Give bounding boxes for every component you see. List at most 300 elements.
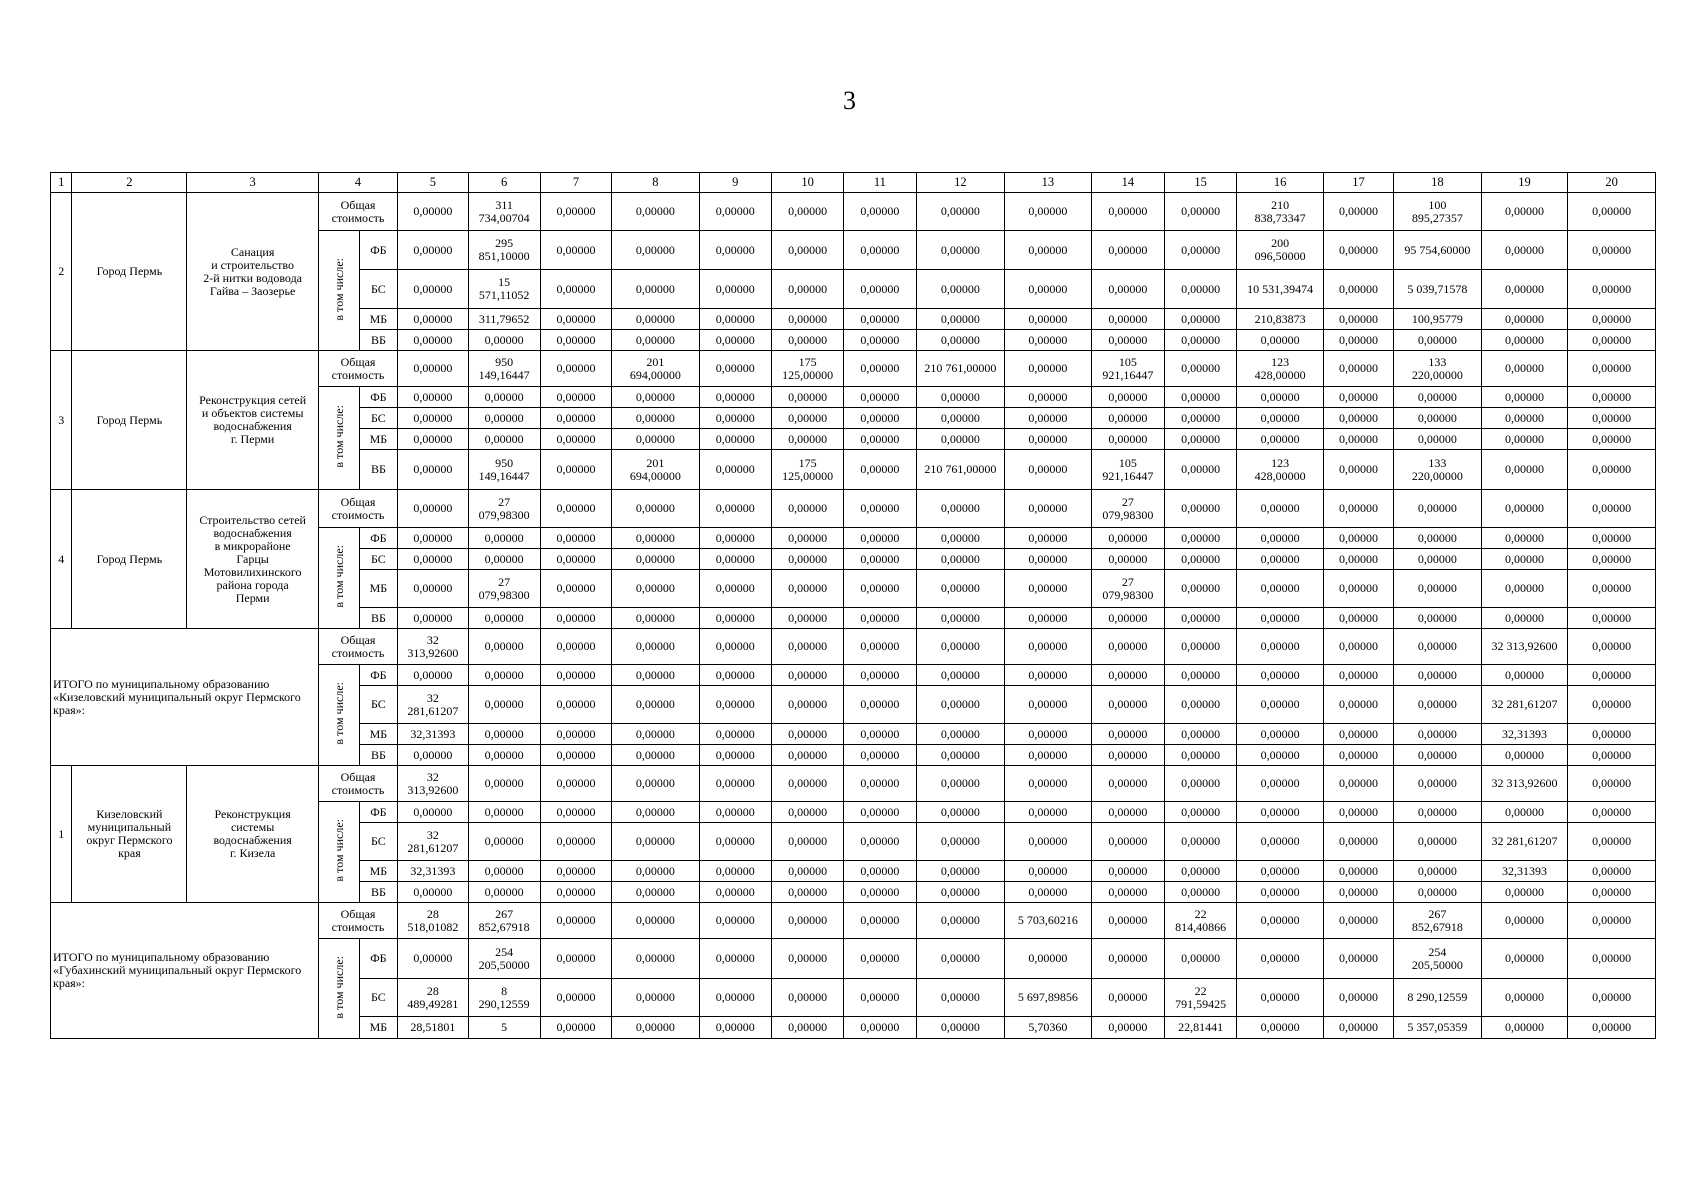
value-cell: 200 096,50000 xyxy=(1237,231,1324,270)
budget-source: ВБ xyxy=(359,745,398,766)
value-cell: 0,00000 xyxy=(398,450,468,490)
value-cell: 0,00000 xyxy=(1568,903,1656,939)
value-cell: 0,00000 xyxy=(1481,979,1568,1017)
value-cell: 0,00000 xyxy=(612,979,700,1017)
value-cell: 22 791,59425 xyxy=(1165,979,1237,1017)
value-cell: 0,00000 xyxy=(1323,270,1393,309)
value-cell: 0,00000 xyxy=(540,193,611,231)
value-cell: 0,00000 xyxy=(540,309,611,330)
value-cell: 0,00000 xyxy=(771,193,843,231)
value-cell: 0,00000 xyxy=(844,745,916,766)
value-cell: 0,00000 xyxy=(1568,745,1656,766)
row-number: 2 xyxy=(51,193,72,351)
value-cell: 32 313,92600 xyxy=(398,629,468,665)
value-cell: 0,00000 xyxy=(1394,570,1482,608)
value-cell: 0,00000 xyxy=(1481,387,1568,408)
value-cell: 0,00000 xyxy=(916,408,1005,429)
value-cell: 0,00000 xyxy=(1481,570,1568,608)
value-cell: 0,00000 xyxy=(844,408,916,429)
value-cell: 0,00000 xyxy=(540,549,611,570)
value-cell: 0,00000 xyxy=(1394,665,1482,686)
value-cell: 95 754,60000 xyxy=(1394,231,1482,270)
value-cell: 0,00000 xyxy=(1323,193,1393,231)
value-cell: 0,00000 xyxy=(1568,528,1656,549)
object-name: Строительство сетей водоснабжения в микрорайоне Гарцы Мотовилихинского района города Перми xyxy=(187,490,318,629)
value-cell: 0,00000 xyxy=(1165,309,1237,330)
column-number: 12 xyxy=(916,173,1005,193)
value-cell: 0,00000 xyxy=(540,387,611,408)
budget-source: МБ xyxy=(359,309,398,330)
value-cell: 0,00000 xyxy=(916,528,1005,549)
value-cell: 0,00000 xyxy=(468,882,540,903)
value-cell: 0,00000 xyxy=(1165,629,1237,665)
including-label xyxy=(318,528,359,629)
value-cell: 0,00000 xyxy=(398,549,468,570)
value-cell: 0,00000 xyxy=(1165,939,1237,979)
value-cell: 0,00000 xyxy=(398,408,468,429)
value-cell: 0,00000 xyxy=(1165,193,1237,231)
value-cell: 0,00000 xyxy=(1091,861,1164,882)
value-cell: 0,00000 xyxy=(1481,608,1568,629)
value-cell: 0,00000 xyxy=(540,490,611,528)
value-cell: 0,00000 xyxy=(699,570,771,608)
value-cell: 0,00000 xyxy=(398,528,468,549)
object-name: Реконструкция системы водоснабжения г. Кизела xyxy=(187,766,318,903)
value-cell: 0,00000 xyxy=(1165,387,1237,408)
value-cell: 0,00000 xyxy=(398,570,468,608)
value-cell: 32,31393 xyxy=(398,724,468,745)
column-number: 17 xyxy=(1323,173,1393,193)
value-cell: 0,00000 xyxy=(1568,570,1656,608)
value-cell: 0,00000 xyxy=(468,330,540,351)
municipality-name: Город Пермь xyxy=(72,490,187,629)
value-cell: 0,00000 xyxy=(1005,408,1092,429)
value-cell: 0,00000 xyxy=(699,745,771,766)
value-cell: 0,00000 xyxy=(1394,629,1482,665)
value-cell: 0,00000 xyxy=(1005,193,1092,231)
value-cell: 0,00000 xyxy=(1237,490,1324,528)
value-cell: 0,00000 xyxy=(612,724,700,745)
value-cell: 0,00000 xyxy=(1394,528,1482,549)
column-number: 15 xyxy=(1165,173,1237,193)
value-cell: 0,00000 xyxy=(540,330,611,351)
value-cell: 0,00000 xyxy=(844,330,916,351)
value-cell: 0,00000 xyxy=(468,549,540,570)
value-cell: 0,00000 xyxy=(1323,528,1393,549)
value-cell: 0,00000 xyxy=(1323,450,1393,490)
value-cell: 0,00000 xyxy=(771,979,843,1017)
value-cell: 0,00000 xyxy=(540,903,611,939)
value-cell: 0,00000 xyxy=(1005,882,1092,903)
value-cell: 0,00000 xyxy=(1568,270,1656,309)
value-cell: 0,00000 xyxy=(1394,490,1482,528)
municipality-name: Город Пермь xyxy=(72,351,187,490)
value-cell: 22 814,40866 xyxy=(1165,903,1237,939)
value-cell: 27 079,98300 xyxy=(468,570,540,608)
value-cell: 0,00000 xyxy=(1237,387,1324,408)
including-text: в том числе: xyxy=(331,545,346,608)
value-cell: 0,00000 xyxy=(1165,231,1237,270)
value-cell: 0,00000 xyxy=(1165,766,1237,802)
value-cell: 5 703,60216 xyxy=(1005,903,1092,939)
value-cell: 0,00000 xyxy=(1165,724,1237,745)
value-cell: 0,00000 xyxy=(612,745,700,766)
column-number: 7 xyxy=(540,173,611,193)
value-cell: 0,00000 xyxy=(844,270,916,309)
value-cell: 0,00000 xyxy=(1323,408,1393,429)
value-cell: 0,00000 xyxy=(1394,549,1482,570)
budget-source: ФБ xyxy=(359,802,398,823)
value-cell: 0,00000 xyxy=(844,528,916,549)
value-cell: 0,00000 xyxy=(1005,549,1092,570)
value-cell: 0,00000 xyxy=(916,861,1005,882)
value-cell: 0,00000 xyxy=(398,939,468,979)
value-cell: 0,00000 xyxy=(1568,193,1656,231)
value-cell: 0,00000 xyxy=(1165,490,1237,528)
value-cell: 0,00000 xyxy=(1091,802,1164,823)
value-cell: 15 571,11052 xyxy=(468,270,540,309)
value-cell: 0,00000 xyxy=(699,861,771,882)
value-cell: 0,00000 xyxy=(1323,745,1393,766)
value-cell: 0,00000 xyxy=(468,665,540,686)
value-cell: 0,00000 xyxy=(1091,549,1164,570)
value-cell: 27 079,98300 xyxy=(1091,570,1164,608)
value-cell: 0,00000 xyxy=(1394,766,1482,802)
including-text: в том числе: xyxy=(331,405,346,468)
value-cell: 0,00000 xyxy=(771,745,843,766)
column-number: 8 xyxy=(612,173,700,193)
value-cell: 105 921,16447 xyxy=(1091,450,1164,490)
value-cell: 0,00000 xyxy=(1005,309,1092,330)
value-cell: 0,00000 xyxy=(398,490,468,528)
value-cell: 0,00000 xyxy=(1394,330,1482,351)
value-cell: 0,00000 xyxy=(1237,979,1324,1017)
value-cell: 0,00000 xyxy=(844,429,916,450)
value-cell: 0,00000 xyxy=(1237,330,1324,351)
value-cell: 0,00000 xyxy=(1481,1017,1568,1039)
budget-source: ФБ xyxy=(359,387,398,408)
value-cell: 0,00000 xyxy=(1237,528,1324,549)
value-cell: 0,00000 xyxy=(1091,608,1164,629)
value-cell: 175 125,00000 xyxy=(771,351,843,387)
value-cell: 0,00000 xyxy=(1481,270,1568,309)
value-cell: 0,00000 xyxy=(468,802,540,823)
object-name: Реконструкция сетей и объектов системы водоснабжения г. Перми xyxy=(187,351,318,490)
including-label xyxy=(318,802,359,903)
value-cell: 0,00000 xyxy=(1394,686,1482,724)
value-cell: 0,00000 xyxy=(1005,861,1092,882)
value-cell: 0,00000 xyxy=(1394,387,1482,408)
page-number: 3 xyxy=(843,86,856,115)
value-cell: 0,00000 xyxy=(699,665,771,686)
value-cell: 0,00000 xyxy=(1165,330,1237,351)
value-cell: 0,00000 xyxy=(1091,823,1164,861)
including-text: в том числе: xyxy=(331,682,346,745)
value-cell: 0,00000 xyxy=(1323,979,1393,1017)
value-cell: 0,00000 xyxy=(1323,549,1393,570)
value-cell: 0,00000 xyxy=(771,549,843,570)
value-cell: 0,00000 xyxy=(916,549,1005,570)
value-cell: 0,00000 xyxy=(540,939,611,979)
value-cell: 100,95779 xyxy=(1394,309,1482,330)
including-label xyxy=(318,939,359,1039)
value-cell: 0,00000 xyxy=(1394,429,1482,450)
value-cell: 0,00000 xyxy=(540,450,611,490)
value-cell: 5 039,71578 xyxy=(1394,270,1482,309)
table-row xyxy=(51,903,1656,939)
value-cell: 123 428,00000 xyxy=(1237,351,1324,387)
value-cell: 0,00000 xyxy=(844,351,916,387)
value-cell: 0,00000 xyxy=(1568,231,1656,270)
value-cell: 0,00000 xyxy=(916,766,1005,802)
value-cell: 0,00000 xyxy=(1394,823,1482,861)
value-cell: 0,00000 xyxy=(699,629,771,665)
value-cell: 0,00000 xyxy=(844,450,916,490)
value-cell: 0,00000 xyxy=(1481,549,1568,570)
value-cell: 0,00000 xyxy=(1091,724,1164,745)
value-cell: 5 697,89856 xyxy=(1005,979,1092,1017)
value-cell: 22,81441 xyxy=(1165,1017,1237,1039)
value-cell: 0,00000 xyxy=(844,608,916,629)
value-cell: 0,00000 xyxy=(844,490,916,528)
value-cell: 0,00000 xyxy=(1165,802,1237,823)
value-cell: 0,00000 xyxy=(771,408,843,429)
value-cell: 0,00000 xyxy=(1165,823,1237,861)
table-row xyxy=(51,193,1656,231)
value-cell: 0,00000 xyxy=(1237,549,1324,570)
value-cell: 28 489,49281 xyxy=(398,979,468,1017)
value-cell: 0,00000 xyxy=(468,686,540,724)
value-cell: 0,00000 xyxy=(1323,231,1393,270)
value-cell: 0,00000 xyxy=(540,608,611,629)
value-cell: 0,00000 xyxy=(612,823,700,861)
value-cell: 0,00000 xyxy=(771,629,843,665)
value-cell: 0,00000 xyxy=(1568,724,1656,745)
including-text: в том числе: xyxy=(331,955,346,1019)
value-cell: 0,00000 xyxy=(612,802,700,823)
value-cell: 0,00000 xyxy=(1091,528,1164,549)
value-cell: 0,00000 xyxy=(468,408,540,429)
value-cell: 0,00000 xyxy=(1091,387,1164,408)
value-cell: 0,00000 xyxy=(1568,429,1656,450)
value-cell: 0,00000 xyxy=(1568,802,1656,823)
value-cell: 0,00000 xyxy=(1005,802,1092,823)
value-cell: 0,00000 xyxy=(916,802,1005,823)
value-cell: 0,00000 xyxy=(540,882,611,903)
value-cell: 0,00000 xyxy=(1005,570,1092,608)
value-cell: 0,00000 xyxy=(1091,330,1164,351)
header-row xyxy=(51,173,1656,193)
column-number: 9 xyxy=(699,173,771,193)
column-number: 19 xyxy=(1481,173,1568,193)
value-cell: 0,00000 xyxy=(1237,823,1324,861)
budget-source: БС xyxy=(359,270,398,309)
value-cell: 0,00000 xyxy=(468,861,540,882)
value-cell: 0,00000 xyxy=(771,490,843,528)
value-cell: 0,00000 xyxy=(612,570,700,608)
value-cell: 0,00000 xyxy=(1005,745,1092,766)
value-cell: 0,00000 xyxy=(699,979,771,1017)
value-cell: 0,00000 xyxy=(1005,490,1092,528)
value-cell: 0,00000 xyxy=(1568,408,1656,429)
value-cell: 0,00000 xyxy=(916,629,1005,665)
value-cell: 0,00000 xyxy=(1394,408,1482,429)
value-cell: 0,00000 xyxy=(540,270,611,309)
value-cell: 0,00000 xyxy=(1323,903,1393,939)
value-cell: 0,00000 xyxy=(1005,231,1092,270)
value-cell: 0,00000 xyxy=(699,193,771,231)
value-cell: 0,00000 xyxy=(699,882,771,903)
value-cell: 950 149,16447 xyxy=(468,450,540,490)
value-cell: 0,00000 xyxy=(916,570,1005,608)
value-cell: 32 313,92600 xyxy=(1481,629,1568,665)
value-cell: 0,00000 xyxy=(1237,686,1324,724)
value-cell: 0,00000 xyxy=(771,882,843,903)
value-cell: 0,00000 xyxy=(771,270,843,309)
value-cell: 0,00000 xyxy=(844,629,916,665)
total-cost-label: Общая стоимость xyxy=(318,903,397,939)
value-cell: 0,00000 xyxy=(699,903,771,939)
value-cell: 0,00000 xyxy=(540,823,611,861)
value-cell: 0,00000 xyxy=(1323,429,1393,450)
value-cell: 0,00000 xyxy=(844,802,916,823)
budget-source: МБ xyxy=(359,429,398,450)
value-cell: 0,00000 xyxy=(1237,882,1324,903)
value-cell: 267 852,67918 xyxy=(1394,903,1482,939)
value-cell: 0,00000 xyxy=(612,549,700,570)
value-cell: 0,00000 xyxy=(844,193,916,231)
value-cell: 0,00000 xyxy=(844,724,916,745)
value-cell: 0,00000 xyxy=(468,387,540,408)
value-cell: 0,00000 xyxy=(771,429,843,450)
value-cell: 950 149,16447 xyxy=(468,351,540,387)
value-cell: 0,00000 xyxy=(699,429,771,450)
value-cell: 0,00000 xyxy=(1323,724,1393,745)
value-cell: 0,00000 xyxy=(844,1017,916,1039)
value-cell: 201 694,00000 xyxy=(612,351,700,387)
value-cell: 0,00000 xyxy=(1091,766,1164,802)
value-cell: 0,00000 xyxy=(468,724,540,745)
value-cell: 0,00000 xyxy=(540,408,611,429)
value-cell: 0,00000 xyxy=(771,528,843,549)
value-cell: 0,00000 xyxy=(1481,429,1568,450)
budget-source: БС xyxy=(359,823,398,861)
value-cell: 0,00000 xyxy=(699,450,771,490)
value-cell: 0,00000 xyxy=(612,629,700,665)
value-cell: 0,00000 xyxy=(1091,686,1164,724)
value-cell: 0,00000 xyxy=(612,270,700,309)
value-cell: 0,00000 xyxy=(699,802,771,823)
value-cell: 32 313,92600 xyxy=(398,766,468,802)
column-number: 5 xyxy=(398,173,468,193)
value-cell: 0,00000 xyxy=(540,979,611,1017)
budget-source: БС xyxy=(359,686,398,724)
value-cell: 0,00000 xyxy=(916,270,1005,309)
value-cell: 0,00000 xyxy=(771,823,843,861)
object-name: Санация и строительство 2-й нитки водовода Гайва – Заозерье xyxy=(187,193,318,351)
value-cell: 0,00000 xyxy=(1237,1017,1324,1039)
including-label xyxy=(318,387,359,490)
value-cell: 0,00000 xyxy=(1568,766,1656,802)
value-cell: 0,00000 xyxy=(844,549,916,570)
value-cell: 0,00000 xyxy=(1481,408,1568,429)
value-cell: 0,00000 xyxy=(612,665,700,686)
value-cell: 0,00000 xyxy=(699,231,771,270)
value-cell: 0,00000 xyxy=(1568,861,1656,882)
value-cell: 0,00000 xyxy=(1005,724,1092,745)
value-cell: 0,00000 xyxy=(844,309,916,330)
financing-table xyxy=(50,172,1656,1039)
budget-source: ФБ xyxy=(359,528,398,549)
value-cell: 0,00000 xyxy=(916,823,1005,861)
value-cell: 0,00000 xyxy=(1165,686,1237,724)
value-cell: 0,00000 xyxy=(916,882,1005,903)
value-cell: 295 851,10000 xyxy=(468,231,540,270)
value-cell: 0,00000 xyxy=(1568,608,1656,629)
column-number: 1 xyxy=(51,173,72,193)
value-cell: 0,00000 xyxy=(612,861,700,882)
value-cell: 5 xyxy=(468,1017,540,1039)
value-cell: 0,00000 xyxy=(468,766,540,802)
value-cell: 0,00000 xyxy=(1568,351,1656,387)
value-cell: 0,00000 xyxy=(1323,823,1393,861)
table-row xyxy=(51,351,1656,387)
value-cell: 0,00000 xyxy=(1237,408,1324,429)
value-cell: 0,00000 xyxy=(1091,629,1164,665)
value-cell: 0,00000 xyxy=(468,823,540,861)
budget-source: МБ xyxy=(359,724,398,745)
value-cell: 0,00000 xyxy=(1005,686,1092,724)
value-cell: 0,00000 xyxy=(1165,270,1237,309)
row-number: 3 xyxy=(51,351,72,490)
value-cell: 8 290,12559 xyxy=(1394,979,1482,1017)
value-cell: 0,00000 xyxy=(1568,309,1656,330)
value-cell: 0,00000 xyxy=(1481,745,1568,766)
value-cell: 27 079,98300 xyxy=(1091,490,1164,528)
value-cell: 0,00000 xyxy=(540,1017,611,1039)
value-cell: 0,00000 xyxy=(699,766,771,802)
value-cell: 0,00000 xyxy=(1568,490,1656,528)
value-cell: 0,00000 xyxy=(1237,724,1324,745)
value-cell: 0,00000 xyxy=(699,490,771,528)
value-cell: 0,00000 xyxy=(1568,549,1656,570)
value-cell: 0,00000 xyxy=(1091,1017,1164,1039)
value-cell: 0,00000 xyxy=(1165,429,1237,450)
value-cell: 0,00000 xyxy=(1005,450,1092,490)
column-number: 2 xyxy=(72,173,187,193)
value-cell: 0,00000 xyxy=(398,231,468,270)
value-cell: 0,00000 xyxy=(1323,490,1393,528)
value-cell: 0,00000 xyxy=(1481,330,1568,351)
value-cell: 0,00000 xyxy=(1481,665,1568,686)
budget-source: БС xyxy=(359,408,398,429)
value-cell: 0,00000 xyxy=(771,766,843,802)
value-cell: 0,00000 xyxy=(844,823,916,861)
value-cell: 0,00000 xyxy=(1323,686,1393,724)
column-number: 14 xyxy=(1091,173,1164,193)
budget-source: МБ xyxy=(359,861,398,882)
column-number: 10 xyxy=(771,173,843,193)
value-cell: 0,00000 xyxy=(612,490,700,528)
value-cell: 0,00000 xyxy=(1005,939,1092,979)
value-cell: 0,00000 xyxy=(540,665,611,686)
value-cell: 0,00000 xyxy=(1237,429,1324,450)
budget-source: БС xyxy=(359,979,398,1017)
value-cell: 0,00000 xyxy=(612,231,700,270)
value-cell: 0,00000 xyxy=(398,193,468,231)
value-cell: 0,00000 xyxy=(1091,903,1164,939)
value-cell: 10 531,39474 xyxy=(1237,270,1324,309)
